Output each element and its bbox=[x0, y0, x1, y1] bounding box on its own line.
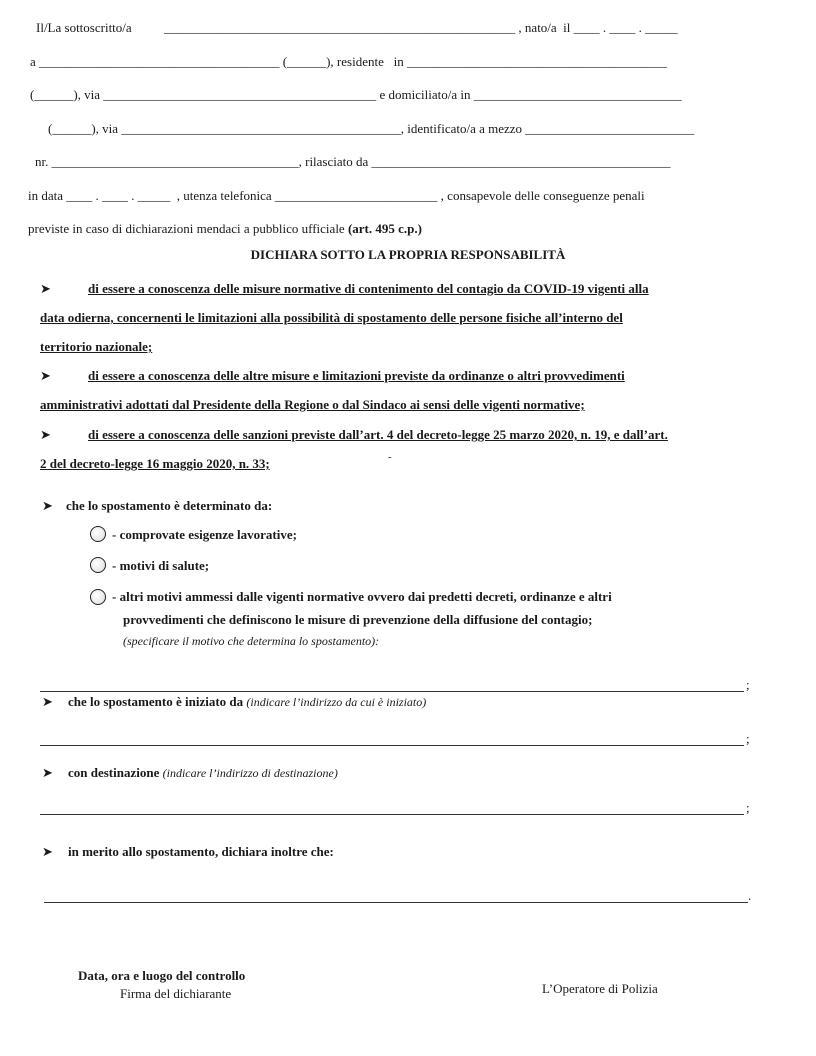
radio-circle-icon[interactable] bbox=[90, 526, 106, 542]
arrowhead-bullet-icon: ➤ bbox=[40, 427, 51, 442]
motive-fill-line[interactable] bbox=[40, 691, 744, 692]
header-line-phone: in data ____ . ____ . _____ , utenza telefonica _________________________ , consapevole delle conseguenze penali bbox=[28, 188, 645, 203]
start-label-row bbox=[68, 694, 426, 710]
arrowhead-bullet-icon: ➤ bbox=[42, 694, 53, 709]
line-end-period: . bbox=[748, 888, 752, 903]
penal-article: (art. 495 c.p.) bbox=[347, 221, 422, 236]
radio-circle-icon[interactable] bbox=[90, 557, 106, 573]
header-line-identification: (______), via ___________________________________________, identificato/a a mezzo __________________________ bbox=[48, 121, 695, 136]
start-label: che lo spostamento è iniziato da bbox=[68, 694, 247, 709]
declaration-3-line-2: 2 del decreto-legge 16 maggio 2020, n. 33; bbox=[40, 456, 270, 471]
declaration-1-line-1: di essere a conoscenza delle misure normative di contenimento del contagio da COVID-19 vigenti alla bbox=[88, 281, 649, 296]
arrowhead-bullet-icon: ➤ bbox=[42, 765, 53, 780]
radio-circle-icon[interactable] bbox=[90, 589, 106, 605]
officer-label: L’Operatore di Polizia bbox=[542, 981, 658, 996]
declaration-1-line-2: data odierna, concernenti le limitazioni alla possibilità di spostamento delle persone fisiche all’interno del bbox=[40, 310, 623, 325]
control-label: Data, ora e luogo del controllo bbox=[78, 968, 246, 983]
stray-mark: - bbox=[388, 451, 392, 463]
declaration-2-line-2: amministrativi adottati dal Presidente della Regione o dal Sindaco ai sensi delle vigenti normative; bbox=[40, 397, 585, 412]
motive-option-other: - altri motivi ammessi dalle vigenti normative ovvero dai predetti decreti, ordinanze e altri bbox=[112, 589, 612, 604]
motive-heading: che lo spostamento è determinato da: bbox=[66, 498, 273, 513]
arrowhead-bullet-icon: ➤ bbox=[40, 281, 51, 296]
further-fill-line[interactable] bbox=[44, 902, 748, 903]
motive-option-health: - motivi di salute; bbox=[112, 558, 210, 573]
arrowhead-bullet-icon: ➤ bbox=[42, 844, 53, 859]
destination-hint: (indicare l’indirizzo di destinazione) bbox=[162, 766, 338, 780]
signature-label: Firma del dichiarante bbox=[120, 986, 232, 1001]
header-line-residence: a _____________________________________ (______), residente in ________________________________________ bbox=[30, 54, 667, 69]
motive-note: (specificare il motivo che determina lo spostamento): bbox=[123, 634, 380, 648]
motive-option-work: - comprovate esigenze lavorative; bbox=[112, 527, 297, 542]
declaration-3-line-1: di essere a conoscenza delle sanzioni previste dall’art. 4 del decreto-legge 25 marzo 2020, n. 19, e dall’art. bbox=[88, 427, 668, 442]
header-line-document: nr. ______________________________________, rilasciato da ______________________________________________ bbox=[35, 154, 671, 169]
destination-label-row bbox=[68, 765, 338, 781]
destination-fill-line[interactable] bbox=[40, 814, 744, 815]
destination-label: con destinazione bbox=[68, 765, 163, 780]
header-line-name-birth: Il/La sottoscritto/a ______________________________________________________ , nato/a il ____ . ____ . _____ bbox=[36, 20, 678, 35]
line-end-semicolon: ; bbox=[746, 731, 750, 746]
line-end-semicolon: ; bbox=[746, 677, 750, 692]
arrowhead-bullet-icon: ➤ bbox=[40, 368, 51, 383]
declaration-1-line-3: territorio nazionale; bbox=[40, 339, 153, 354]
header-line-penal bbox=[28, 221, 422, 237]
motive-option-other-cont: provvedimenti che definiscono le misure di prevenzione della diffusione del contagio; bbox=[123, 612, 593, 627]
header-line-domicile: (______), via __________________________________________ e domiciliato/a in ________________________________ bbox=[30, 87, 682, 102]
declaration-2-line-1: di essere a conoscenza delle altre misure e limitazioni previste da ordinanze o altri provvedimenti bbox=[88, 368, 625, 383]
start-fill-line[interactable] bbox=[40, 745, 744, 746]
arrowhead-bullet-icon: ➤ bbox=[42, 498, 53, 513]
line-end-semicolon: ; bbox=[746, 800, 750, 815]
further-label: in merito allo spostamento, dichiara inoltre che: bbox=[68, 844, 334, 859]
penal-text: previste in caso di dichiarazioni mendaci a pubblico ufficiale bbox=[28, 221, 348, 236]
start-hint: (indicare l’indirizzo da cui è iniziato) bbox=[246, 695, 427, 709]
declaration-title: DICHIARA SOTTO LA PROPRIA RESPONSABILITÀ bbox=[250, 247, 566, 262]
